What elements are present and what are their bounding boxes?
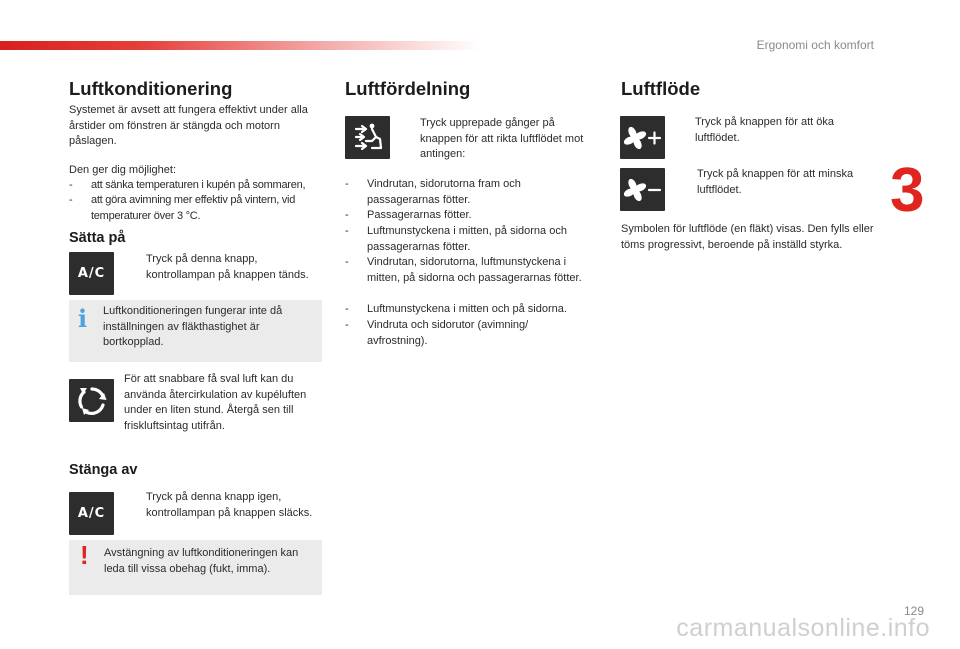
- fan-decrease-instruction: Tryck på knappen för att minska luftflödet.: [697, 168, 854, 196]
- fan-increase-button-icon: [620, 116, 665, 159]
- ac-intro-text: Systemet är avsett att fungera effektivt under alla årstider om fönstren är stängda och motorn påslagen.: [69, 104, 308, 147]
- dash-glyph: -: [345, 303, 349, 315]
- air-distribution-button-icon: [345, 116, 390, 159]
- ac-button-label: A/C: [77, 506, 106, 521]
- page-number: 129: [903, 604, 924, 618]
- list-item-text: Vindrutan, sidorutorna fram och passagerarnas fötter.: [367, 178, 521, 206]
- list-item: [345, 302, 590, 318]
- list-item-text: Passagerarnas fötter.: [367, 209, 472, 221]
- dash-glyph: -: [345, 256, 349, 268]
- warning-note-text: Avstängning av luftkonditioneringen kan leda till vissa obehag (fukt, imma).: [104, 547, 299, 575]
- fan-minus-icon: [623, 174, 663, 206]
- ac-button-icon: [69, 252, 114, 295]
- header-accent-bar: [0, 41, 480, 50]
- recirculation-text: För att snabbare få sval luft kan du använda återcirkulation av kupéluften under en liten stund. Återgå sen till friskluftsintag utifrån.: [124, 373, 307, 432]
- dash-glyph: -: [345, 178, 349, 190]
- warning-note-box: [69, 540, 322, 595]
- dash-glyph: -: [345, 225, 349, 237]
- watermark: carmanualsonline.info: [676, 614, 930, 642]
- chapter-header-title: Ergonomi och komfort: [756, 38, 874, 52]
- ac-possibility-lead: Den ger dig möjlighet:: [69, 164, 177, 176]
- dash-glyph: -: [345, 209, 349, 221]
- list-item-text: Luftmunstyckena i mitten, på sidorna och passagerarnas fötter.: [367, 225, 567, 253]
- info-note-box: [69, 300, 322, 362]
- fan-decrease-button-icon: [620, 168, 665, 211]
- recirculation-button-icon: [69, 379, 114, 422]
- fan-symbol-text: Symbolen för luftflöde (en fläkt) visas. Den fylls eller töms progressivt, beroende på inställd styrka.: [621, 223, 874, 251]
- section-title-air-conditioning: Luftkonditionering: [69, 78, 233, 99]
- info-icon: i: [78, 304, 88, 333]
- subsection-title-turn-off: Stänga av: [69, 462, 138, 478]
- warning-icon: !: [80, 540, 89, 570]
- list-item-text: Luftmunstyckena i mitten och på sidorna.: [367, 303, 567, 315]
- recirculation-icon: [75, 384, 109, 418]
- subsection-title-turn-on: Sätta på: [69, 230, 126, 246]
- ac-off-button-icon: [69, 492, 114, 535]
- dash-glyph: -: [69, 179, 73, 191]
- fan-plus-icon: [623, 122, 663, 154]
- section-title-airflow: Luftflöde: [621, 78, 701, 99]
- list-item: [345, 318, 590, 349]
- section-title-air-distribution: Luftfördelning: [345, 78, 471, 99]
- list-item: [345, 177, 590, 208]
- list-item-text: att göra avimning mer effektiv på vintern, vid temperaturer över 3 °C.: [91, 194, 296, 222]
- list-item-text: att sänka temperaturen i kupén på sommaren,: [91, 179, 306, 191]
- air-distribution-instruction: Tryck upprepade gånger på knappen för att rikta luftflödet mot antingen:: [420, 117, 584, 160]
- ac-off-instruction: Tryck på denna knapp igen, kontrollampan på knappen släcks.: [146, 491, 313, 519]
- list-item-text: Vindruta och sidorutor (avimning/ avfrostning).: [367, 319, 529, 347]
- info-note-text: Luftkonditioneringen fungerar inte då inställningen av fläkthastighet är bortkopplad.: [103, 305, 283, 348]
- fan-increase-instruction: Tryck på knappen för att öka luftflödet.: [695, 116, 834, 144]
- list-item: [69, 178, 329, 194]
- dash-glyph: -: [69, 194, 73, 206]
- list-item: [345, 224, 590, 255]
- list-item: [345, 208, 590, 224]
- list-item: [345, 255, 590, 286]
- chapter-number: 3: [890, 156, 925, 225]
- ac-button-label: A/C: [77, 266, 106, 281]
- seat-airflow-icon: [350, 121, 386, 155]
- ac-on-instruction: Tryck på denna knapp, kontrollampan på knappen tänds.: [146, 253, 309, 281]
- list-item: [69, 193, 329, 224]
- dash-glyph: -: [345, 319, 349, 331]
- list-item-text: Vindrutan, sidorutorna, luftmunstyckena i mitten, på sidorna och passagerarnas fötter.: [367, 256, 582, 284]
